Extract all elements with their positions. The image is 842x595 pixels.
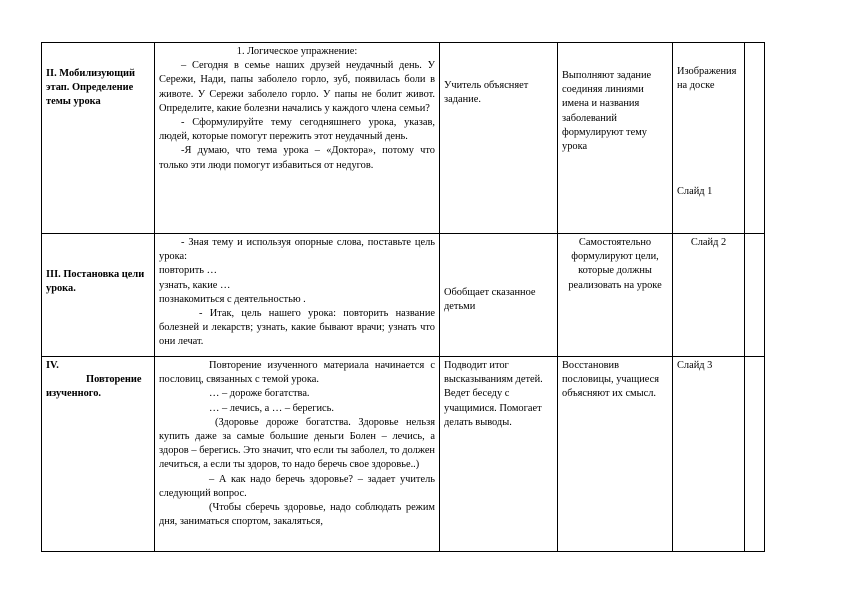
content-line: … – лечись, а … – берегись.	[209, 402, 334, 414]
resource-cell	[673, 357, 745, 552]
content-paragraph: - Итак, цель нашего урока: повторить название болезней и лекарств; узнать, какие бывают врачи; узнать что они лечат.	[159, 308, 435, 348]
stage-title: II. Мобилизующий этап. Определение темы урока	[46, 68, 135, 108]
content-cell	[155, 234, 440, 357]
teacher-activity: Учитель объясняет задание.	[444, 80, 529, 106]
student-activity: Самостоятельно формулируют цели, которые должны реализовать на уроке	[568, 237, 662, 291]
content-cell	[155, 43, 440, 234]
content-paragraph: – А как надо беречь здоровье? – задает учитель следующий вопрос.	[159, 473, 435, 499]
slide-label: Слайд 2	[690, 237, 727, 248]
content-paragraph: (Здоровье дороже богатства. Здоровье нельзя купить даже за самые большие деньги Болен – лечись, а здоров – берегись. Это значит, что если ты заболел, то должен лечиться, а если ты здоров, то надо беречь свое здоровье..)	[159, 416, 435, 471]
table-row	[42, 357, 765, 552]
content-line: 1. Логическое упражнение:	[236, 46, 358, 57]
content-line: … – дороже богатства.	[209, 388, 310, 400]
stage-cell	[42, 357, 155, 552]
student-activity-cell	[558, 43, 673, 234]
resource-text: Изображения на доске	[677, 66, 737, 92]
empty-cell	[745, 357, 765, 552]
stage-number: IV.	[46, 360, 59, 371]
slide-label: Слайд 1	[677, 186, 713, 198]
teacher-activity: Подводит итог высказываниям детей. Ведет беседу с учащимися. Помогает делать выводы.	[444, 360, 543, 428]
slide-label: Слайд 3	[677, 360, 713, 371]
stage-cell	[42, 234, 155, 357]
content-paragraph: -Я думаю, что тема урока – «Доктора», потому что только эти люди помогут избавиться от недугов.	[159, 145, 435, 171]
teacher-activity-cell	[440, 357, 558, 552]
content-paragraph: Повторение изученного материала начинается с пословиц, связанных с темой урока.	[159, 360, 435, 386]
content-paragraph: - Сформулируйте тему сегодняшнего урока, указав, людей, которые помогут пережить этот неудачный день.	[159, 117, 435, 143]
content-line: узнать, какие …	[159, 279, 231, 291]
stage-cell	[42, 43, 155, 234]
student-activity-cell	[558, 234, 673, 357]
empty-cell	[745, 234, 765, 357]
teacher-activity-cell	[440, 234, 558, 357]
resource-cell	[673, 43, 745, 234]
lesson-plan-table	[41, 42, 765, 552]
content-paragraph: - Зная тему и используя опорные слова, поставьте цель урока:	[159, 237, 435, 263]
table-row	[42, 43, 765, 234]
content-paragraph: – Сегодня в семье наших друзей неудачный день. У Сережи, Нади, папы заболело горло, зуб, появилась боли в животе. У Сережи заболело горло. У папы не болит живот. Определите, какие болезни начались у каждого члена семьи?	[159, 60, 435, 114]
stage-title: III. Постановка цели урока.	[46, 269, 145, 295]
content-paragraph: (Чтобы сберечь здоровье, надо соблюдать режим дня, заниматься спортом, закаляться,	[159, 502, 435, 528]
empty-cell	[745, 43, 765, 234]
teacher-activity-cell	[440, 43, 558, 234]
content-line: повторить …	[159, 265, 218, 277]
student-activity: Выполняют задание соединяя линиями имена и названия заболеваний формулируют тему урока	[562, 70, 652, 153]
student-activity-cell	[558, 357, 673, 552]
student-activity: Восстановив пословицы, учащиеся объясняют их смысл.	[562, 360, 660, 400]
teacher-activity: Обобщает сказанное детьми	[444, 287, 536, 313]
table-row	[42, 234, 765, 357]
resource-cell	[673, 234, 745, 357]
content-line: познакомиться с деятельностью .	[159, 293, 306, 305]
content-cell	[155, 357, 440, 552]
stage-title: Повторение изученного.	[46, 374, 142, 400]
